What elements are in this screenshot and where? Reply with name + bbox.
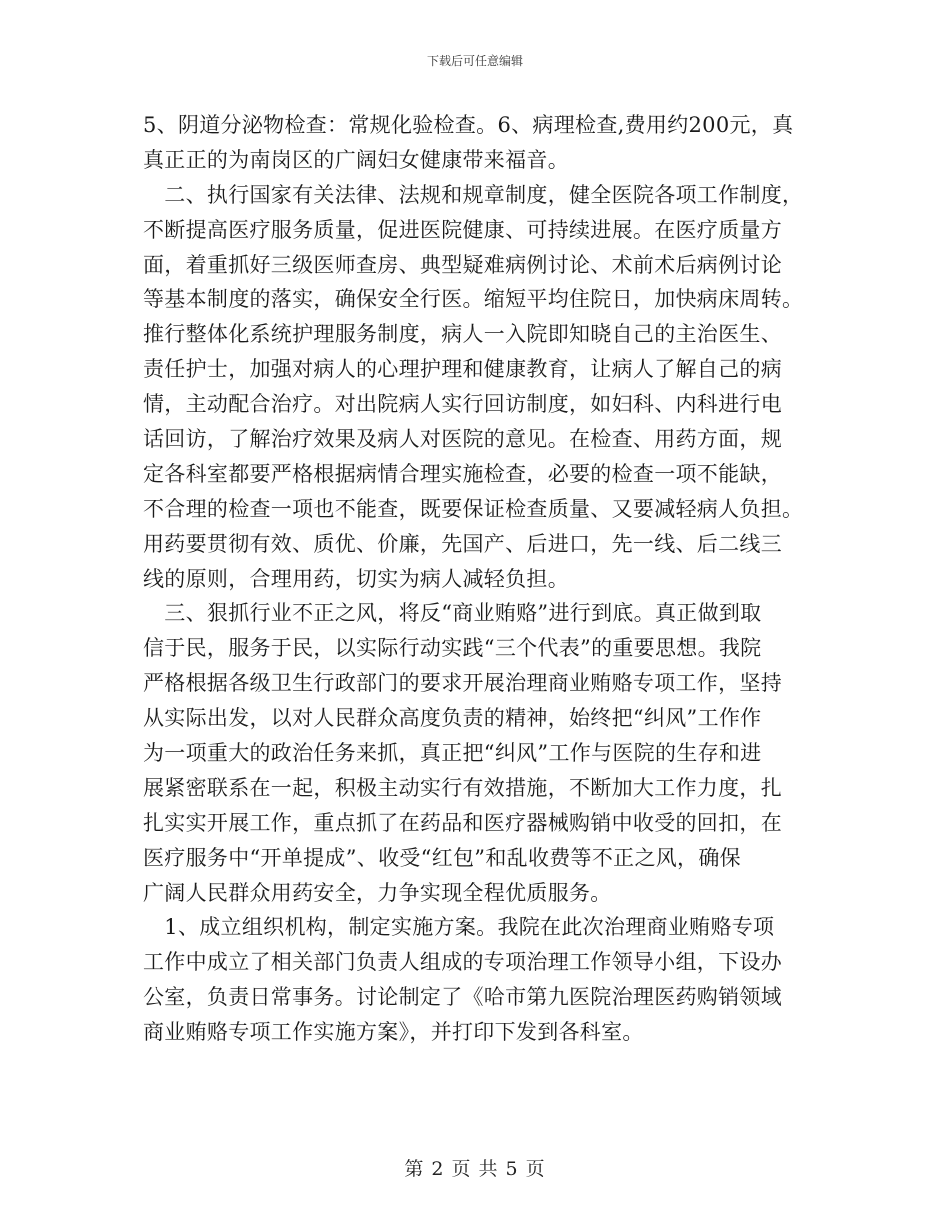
page-footer: 第 2 页 共 5 页 <box>404 1158 546 1180</box>
body-line: 责任护士，加强对病人的心理护理和健康教育，让病人了解自己的病 <box>143 357 782 382</box>
body-line: 二、执行国家有关法律、法规和规章制度，健全医院各项工作制度， <box>143 182 804 207</box>
body-line: 三、狠抓行业不正之风，将反“商业贿赂”进行到底。真正做到取 <box>143 601 762 626</box>
body-line: 线的原则，合理用药，切实为病人减轻负担。 <box>143 566 569 591</box>
body-line: 严格根据各级卫生行政部门的要求开展治理商业贿赂专项工作，坚持 <box>143 671 782 696</box>
body-line: 医疗服务中“开单提成”、收受“红包”和乱收费等不正之风，确保 <box>143 845 741 870</box>
body-line: 5、阴道分泌物检查：常规化验检查。6、病理检查,费用约200元，真 <box>143 113 794 137</box>
body-line: 扎实实开展工作，重点抓了在药品和医疗器械购销中收受的回扣，在 <box>143 810 782 835</box>
body-line: 不断提高医疗服务质量，促进医院健康、可持续进展。在医疗质量方 <box>143 217 782 242</box>
body-line: 不合理的检查一项也不能查，既要保证检查质量、又要减轻病人负担。 <box>143 496 804 521</box>
body-line: 1、成立组织机构，制定实施方案。我院在此次治理商业贿赂专项 <box>143 915 775 940</box>
page-header: 下载后可任意编辑 <box>426 54 523 68</box>
body-line: 广阔人民群众用药安全，力争实现全程优质服务。 <box>143 880 612 905</box>
body-line: 用药要贯彻有效、质优、价廉，先国产、后进口，先一线、后二线三 <box>143 531 782 556</box>
body-line: 情，主动配合治疗。对出院病人实行回访制度，如妇科、内科进行电 <box>143 392 782 417</box>
body-line: 工作中成立了相关部门负责人组成的专项治理工作领导小组，下设办 <box>143 950 782 975</box>
body-line: 展紧密联系在一起，积极主动实行有效措施，不断加大工作力度，扎 <box>143 775 782 800</box>
body-line: 话回访，了解治疗效果及病人对医院的意见。在检查、用药方面，规 <box>143 427 782 452</box>
body-line: 面，着重抓好三级医师查房、典型疑难病例讨论、术前术后病例讨论 <box>143 252 782 277</box>
body-line: 公室，负责日常事务。讨论制定了《哈市第九医院治理医药购销领域 <box>143 985 782 1010</box>
body-line: 等基本制度的落实，确保安全行医。缩短平均住院日，加快病床周转。 <box>143 287 804 312</box>
body-line: 定各科室都要严格根据病情合理实施检查，必要的检查一项不能缺， <box>143 461 782 486</box>
body-line: 信于民，服务于民，以实际行动实践“三个代表”的重要思想。我院 <box>143 636 762 661</box>
body-line: 商业贿赂专项工作实施方案》，并打印下发到各科室。 <box>143 1020 644 1045</box>
body-line: 为一项重大的政治任务来抓，真正把“纠风”工作与医院的生存和进 <box>143 741 762 766</box>
body-line: 真正正的为南岗区的广阔妇女健康带来福音。 <box>143 147 569 172</box>
document-body <box>143 108 815 1050</box>
body-line: 推行整体化系统护理服务制度，病人一入院即知晓自己的主治医生、 <box>143 322 782 347</box>
body-line: 从实际出发，以对人民群众高度负责的精神，始终把“纠风”工作作 <box>143 706 762 731</box>
